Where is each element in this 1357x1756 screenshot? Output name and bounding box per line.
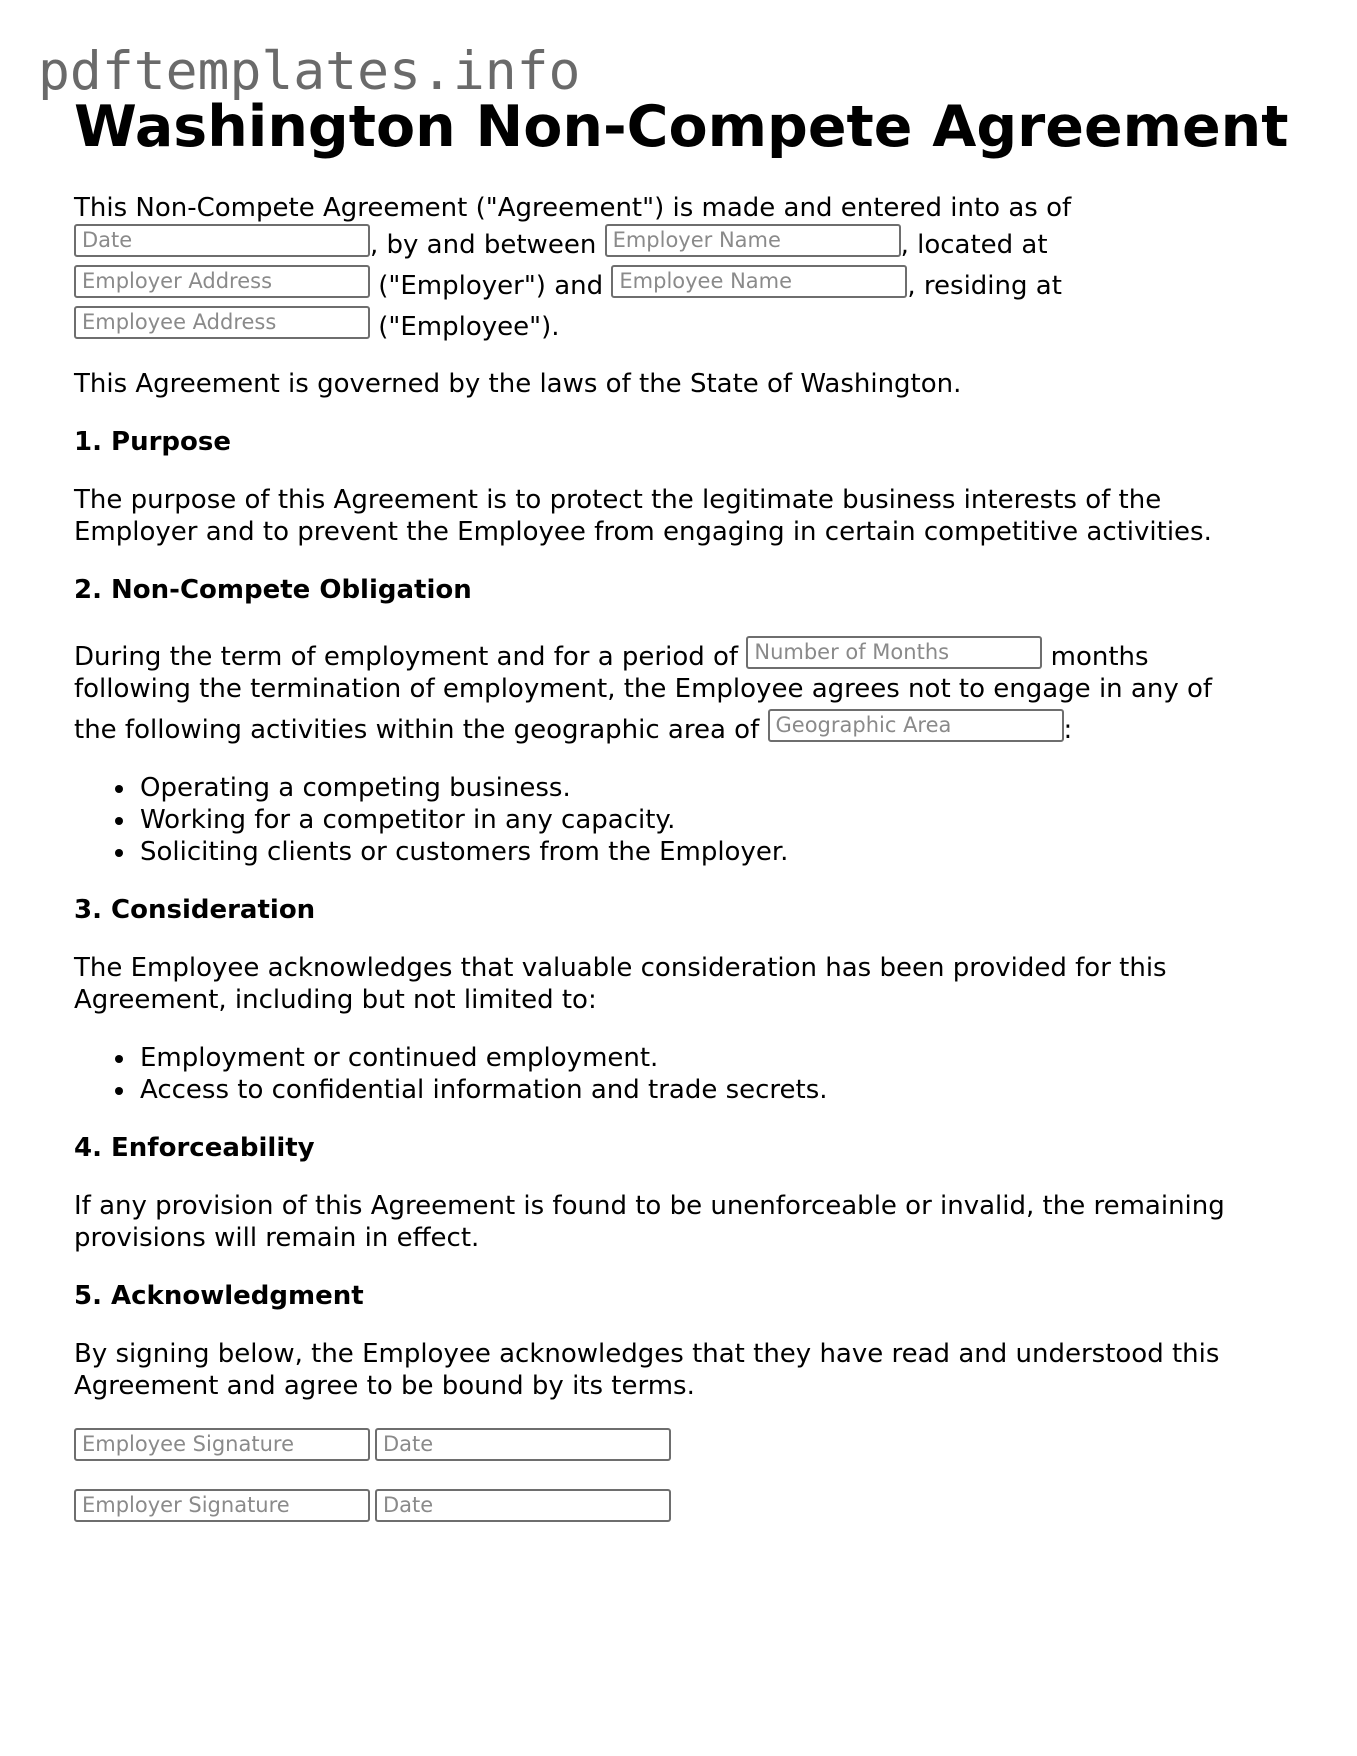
purpose-line-2: Employer and to prevent the Employee from engaging in certain competitive activities. xyxy=(74,517,1212,547)
non-compete-line-2: following the termination of employment, the Employee agrees not to engage in any of xyxy=(74,674,1213,704)
number-of-months-field[interactable]: Number of Months xyxy=(746,636,1042,669)
section-enforceability-heading: 4. Enforceability xyxy=(74,1133,315,1163)
months-text: months xyxy=(1050,642,1149,672)
list-item: Soliciting clients or customers from the Employer. xyxy=(140,836,1294,868)
colon-text: : xyxy=(1063,715,1073,745)
watermark: pdftemplates.info xyxy=(38,41,581,102)
list-item: Operating a competing business. xyxy=(140,772,1294,804)
non-compete-line-3a: the following activities within the geographic area of xyxy=(74,715,760,745)
section-acknowledgment-text xyxy=(74,1338,1294,1402)
enforceability-line-1: If any provision of this Agreement is found to be unenforceable or invalid, the remaining xyxy=(74,1191,1225,1221)
employer-signature-row xyxy=(74,1489,1294,1522)
geographic-area-field[interactable]: Geographic Area xyxy=(768,709,1064,742)
employee-signature-row xyxy=(74,1428,1294,1461)
acknowledgment-line-1: By signing below, the Employee acknowledges that they have read and understood this xyxy=(74,1339,1220,1369)
intro-line-1: This Non-Compete Agreement ("Agreement") is made and entered into as of xyxy=(74,193,1072,223)
employee-close-text: ("Employee"). xyxy=(378,312,560,342)
employee-address-field[interactable]: Employee Address xyxy=(74,306,370,339)
section-non-compete-text xyxy=(74,632,1294,746)
purpose-line-1: The purpose of this Agreement is to protect the legitimate business interests of the xyxy=(74,485,1162,515)
consideration-list xyxy=(74,1042,1294,1106)
located-at-text: , located at xyxy=(900,230,1048,260)
section-enforceability-text xyxy=(74,1190,1294,1254)
governed-paragraph: This Agreement is governed by the laws of the State of Washington. xyxy=(74,369,962,399)
employer-date-field[interactable]: Date xyxy=(375,1489,671,1522)
employer-signature-field[interactable]: Employer Signature xyxy=(74,1489,370,1522)
section-acknowledgment-heading: 5. Acknowledgment xyxy=(74,1281,364,1311)
enforceability-line-2: provisions will remain in effect. xyxy=(74,1223,480,1253)
date-field[interactable]: Date xyxy=(74,224,370,257)
consideration-line-2: Agreement, including but not limited to: xyxy=(74,985,597,1015)
list-item: Working for a competitor in any capacity. xyxy=(140,804,1294,836)
section-non-compete-heading: 2. Non-Compete Obligation xyxy=(74,575,472,605)
list-item: Access to confidential information and trade secrets. xyxy=(140,1074,1294,1106)
non-compete-list xyxy=(74,772,1294,868)
non-compete-line-1a: During the term of employment and for a period of xyxy=(74,642,739,672)
page-title: Washington Non-Compete Agreement xyxy=(74,94,1289,160)
section-purpose-text xyxy=(74,484,1294,548)
section-consideration-text xyxy=(74,952,1294,1016)
section-purpose-heading: 1. Purpose xyxy=(74,427,231,457)
residing-at-text: , residing at xyxy=(907,271,1062,301)
section-consideration-heading: 3. Consideration xyxy=(74,895,316,925)
list-item: Employment or continued employment. xyxy=(140,1042,1294,1074)
by-between-text: , by and between xyxy=(370,230,597,260)
document-body xyxy=(74,192,1294,1522)
employer-address-field[interactable]: Employer Address xyxy=(74,265,370,298)
employee-date-field[interactable]: Date xyxy=(375,1428,671,1461)
consideration-line-1: The Employee acknowledges that valuable consideration has been provided for this xyxy=(74,953,1167,983)
employer-name-field[interactable]: Employer Name xyxy=(605,224,901,257)
employee-name-field[interactable]: Employee Name xyxy=(611,265,907,298)
acknowledgment-line-2: Agreement and agree to be bound by its terms. xyxy=(74,1371,695,1401)
intro-paragraph xyxy=(74,192,1294,343)
employer-and-text: ("Employer") and xyxy=(378,271,604,301)
employee-signature-field[interactable]: Employee Signature xyxy=(74,1428,370,1461)
